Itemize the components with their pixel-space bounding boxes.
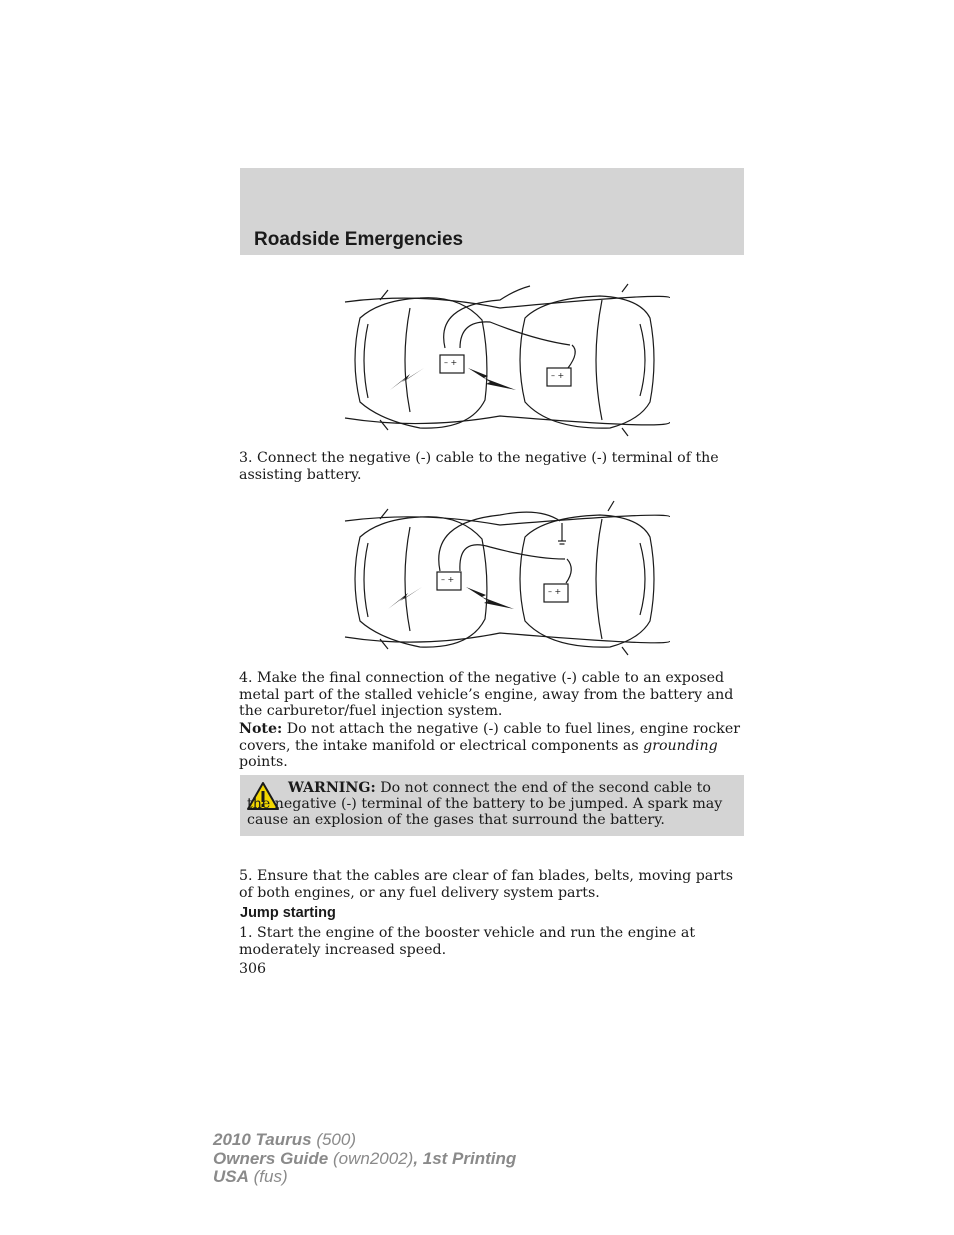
footer-guide-code: (own2002) [328,1148,414,1168]
warning-body: Do not connect the end of the second cable to the negative (-) terminal of the battery to be jumped. A spark may cause an explosion of the gases that surround the battery. [247,780,723,829]
battery-icon [440,355,464,373]
step-3-text: 3. Connect the negative (-) cable to the negative (-) terminal of the assisting battery. [239,450,719,483]
note-text: Do not attach the negative (-) cable to fuel lines, engine rocker covers, the intake manifold or electrical components as [239,721,741,754]
battery-icon [437,572,461,590]
page-number: 306 [239,961,267,977]
footer-printing: , 1st Printing [413,1148,517,1168]
note-paragraph [239,721,744,771]
spark-icon [468,368,516,390]
section-title: Roadside Emergencies [254,229,464,250]
svg-text:– +: – + [548,587,562,596]
step-4-text: 4. Make the final connection of the negative (-) cable to an exposed metal part of the stalled vehicle’s engine, away from the battery and the carburetor/fuel injection system. [239,670,734,720]
svg-text:– +: – + [551,371,565,380]
footer-model-code: (500) [311,1130,357,1149]
spark-icon [390,368,424,390]
warning-label: WARNING: [288,780,376,796]
document-footer [213,1131,516,1187]
section-header-band [240,168,744,255]
spark-icon [466,587,514,609]
jump-starting-step-1: 1. Start the engine of the booster vehicle and run the engine at moderately increased speed. [239,925,696,958]
warning-box [240,775,744,836]
footer-market: USA [213,1167,249,1186]
note-emphasis: grounding [643,737,718,754]
footer-model: 2010 Taurus [213,1130,312,1149]
jump-start-diagram-step4 [340,497,670,657]
footer-market-code: (fus) [248,1167,288,1186]
svg-text:– +: – + [444,358,458,367]
warning-text [247,780,732,829]
ground-clamp-icon [558,541,566,544]
note-label: Note: [239,721,283,737]
battery-icon [547,368,571,386]
footer-guide: Owners Guide [213,1148,329,1168]
note-text-end: points. [239,754,288,771]
step-5-text: 5. Ensure that the cables are clear of fan blades, belts, moving parts of both engines, or any fuel delivery system parts. [239,868,733,901]
battery-icon [544,584,568,602]
jump-start-diagram-step3 [340,280,670,440]
svg-text:– +: – + [441,575,455,584]
jump-starting-heading: Jump starting [240,905,336,921]
